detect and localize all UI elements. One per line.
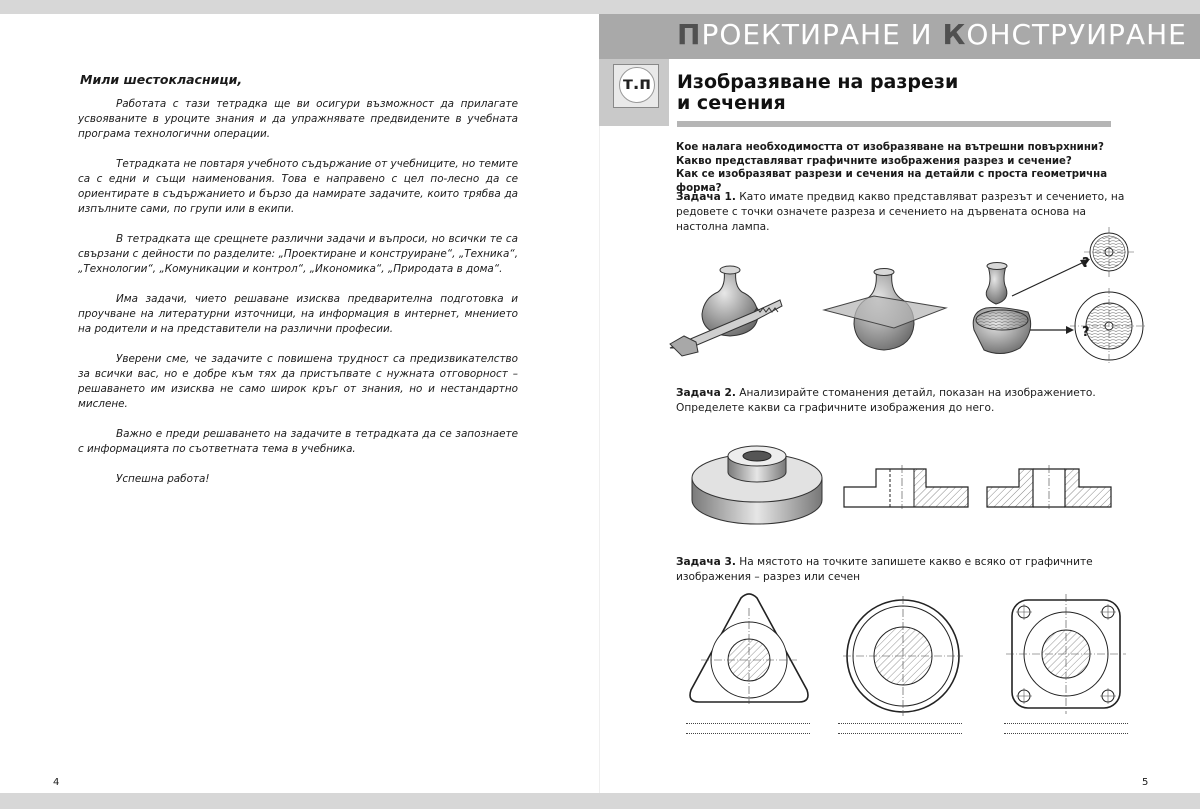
- answer-mark: ?: [1082, 256, 1090, 271]
- intro-text: [78, 97, 518, 502]
- steel-part-3d-figure: [690, 438, 824, 530]
- title-underline: [677, 121, 1111, 127]
- vase-section-plane-figure: [822, 268, 948, 358]
- answer-line-1[interactable]: [686, 723, 810, 742]
- paragraph: Тетрадката не повтаря учебното съдържание от учебниците, но темите са с едни и същи наименования. Това е направено с цел по-лесно да се ориентирате в съдържанието и бързо да намирате задачите, които трябва да изпълните сами, по групи или в екипи.: [78, 158, 518, 215]
- chapter-title: Изобразяване на разрези и сечения: [677, 71, 959, 114]
- ring-part-drawing: [843, 596, 963, 716]
- steel-part-half-section-figure: [843, 465, 969, 509]
- triangle-part-drawing: [687, 592, 811, 708]
- paragraph: Уверени сме, че задачите с повишена трудност са предизвикателство за всички вас, но е добре към тях да пристъпвате с нужната отговорност – решаването им изисква не само широк кръг от знания, но и нестандартно мислене.: [78, 353, 518, 410]
- page-number-right: 5: [1142, 777, 1149, 788]
- intro-questions: [676, 141, 1146, 195]
- page-number-left: 4: [53, 777, 60, 788]
- paragraph: Има задачи, чието решаване изисква предварителна подготовка и проучване на литературни източници, на информация в интернет, мнението на родители и на представители на различни професии.: [78, 293, 518, 335]
- paragraph: В тетрадката ще срещнете различни задачи и въпроси, но всички те са свързани с дейности по разделите: „Проектиране и конструиране“, „Техника“, „Технологии“, „Комуникации и контрол“, „Икономика“, „Природата в дома“.: [78, 233, 518, 275]
- answer-line-3[interactable]: [1004, 723, 1128, 742]
- question: Какво представляват графичните изображения разрез и сечение?: [676, 155, 1072, 167]
- closing-line: Успешна работа!: [116, 473, 210, 485]
- answer-line-2[interactable]: [838, 723, 962, 742]
- section-banner-title: ПРОЕКТИРАНЕ И КОНСТРУИРАНЕ: [677, 18, 1187, 51]
- greeting: Мили шестокласници,: [80, 72, 243, 87]
- question: Кое налага необходимостта от изобразяване на вътрешни повърхнини?: [676, 142, 1104, 153]
- task-2: Задача 2. Анализирайте стоманения детайл, показан на изображението. Определете какви са графичните изображения до него.: [676, 387, 1096, 414]
- steel-part-full-section-figure: [986, 465, 1112, 509]
- square-flange-drawing: [1004, 592, 1128, 716]
- task-1: Задача 1. Като имате предвид какво представляват разрезът и сечението, на редовете с точки означете разреза и сечението на дървената основа на настолна лампа.: [676, 191, 1125, 233]
- paragraph: Работата с тази тетрадка ще ви осигури възможност да прилагате усвояваните в уроците знания и да упражнявате предвидените в учебната програма технологични операции.: [78, 98, 518, 140]
- paragraph: Важно е преди решаването на задачите в тетрадката да се запознаете с информацията по съответната тема в учебника.: [78, 428, 518, 455]
- vase-cut-with-sections-figure: [966, 222, 1146, 382]
- bottom-band: [0, 793, 1200, 809]
- vase-with-saw-figure: [668, 262, 788, 358]
- question: Как се изобразяват разрези и сечения на детайли с проста геометрична форма?: [676, 169, 1108, 194]
- tp-logo-icon: т.п: [619, 67, 655, 103]
- answer-mark: ?: [1082, 325, 1090, 340]
- task-3: Задача 3. На мястото на точките запишете какво е всяко от графичните изображения – разрез или сечен: [676, 556, 1093, 583]
- page-spine: [599, 14, 600, 793]
- top-band: [0, 0, 1200, 14]
